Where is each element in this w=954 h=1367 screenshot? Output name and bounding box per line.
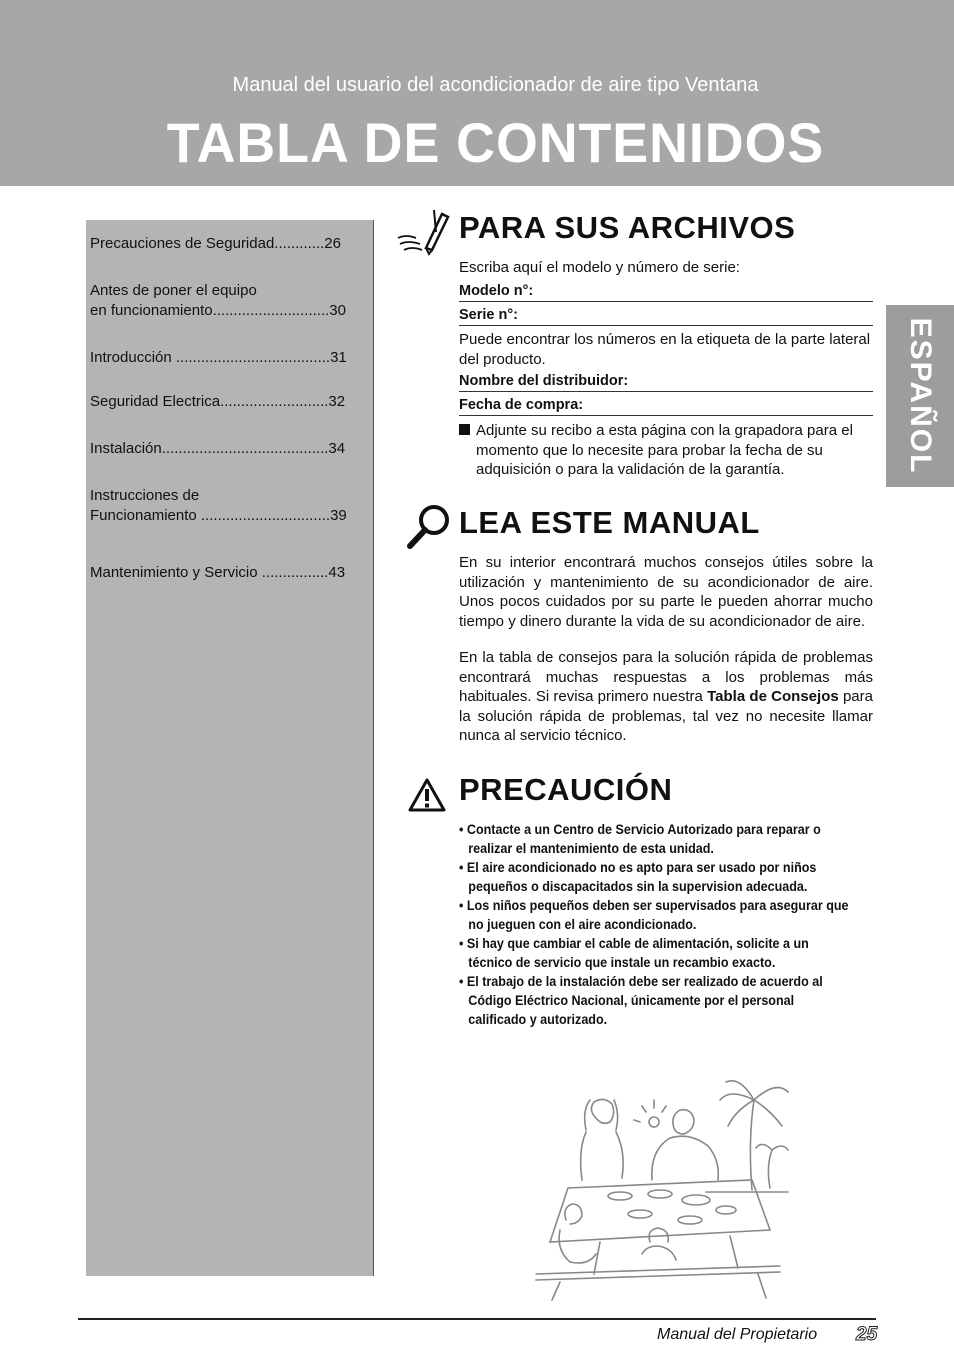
toc-item[interactable]: [90, 563, 366, 583]
manual-paragraph-1: En su interior encontrará muchos consejos útiles sobre la utilización y mantenimiento de su acondicionador de aire. Unos pocos cuidados por su parte le pueden ahorrar mucho tiempo y dinero durante la vida de su acondicionador de aire.: [459, 554, 873, 630]
toc-item[interactable]: [90, 392, 366, 412]
toc-line: Seguridad Electrica..........................32: [90, 393, 346, 410]
modelo-field[interactable]: Modelo n°:: [459, 283, 873, 302]
page-number: 25: [856, 1324, 878, 1345]
page-title: TABLA DE CONTENIDOS: [166, 111, 825, 174]
tabla-consejos-bold: Tabla de Consejos: [707, 688, 839, 705]
toc-item[interactable]: [90, 348, 366, 368]
square-bullet-icon: [459, 424, 470, 435]
footer-rule: [78, 1318, 876, 1320]
caution-item: • Si hay que cambiar el cable de alimentación, solicite a un técnico de servicio que instale un recambio exacto.: [459, 936, 809, 970]
toc-line: Antes de poner el equipo: [90, 282, 257, 299]
caution-item: • El trabajo de la instalación debe ser realizado de acuerdo al Código Eléctrico Nacional, únicamente por el personal calificado y autorizado.: [459, 974, 823, 1027]
archivos-title: PARA SUS ARCHIVOS: [459, 210, 796, 245]
toc-item[interactable]: [90, 234, 366, 254]
language-tab-label: ESPAÑOL: [904, 317, 937, 475]
distribuidor-field[interactable]: Nombre del distribuidor:: [459, 373, 873, 392]
archivos-note: Puede encontrar los números en la etiqueta de la parte lateral del producto.: [459, 331, 871, 368]
toc-item[interactable]: [90, 439, 366, 459]
pen-icon: [396, 208, 452, 256]
caution-list: [459, 820, 850, 1029]
toc-sidebar: [86, 220, 374, 1276]
toc-line: en funcionamiento............................30: [90, 301, 346, 319]
manual-title: LEA ESTE MANUAL: [459, 505, 760, 540]
precaucion-title: PRECAUCIÓN: [459, 772, 673, 807]
toc-line: Instalación........................................34: [90, 440, 346, 457]
attach-note: [459, 421, 873, 480]
fecha-field[interactable]: Fecha de compra:: [459, 397, 873, 416]
warning-icon: [408, 778, 446, 812]
caution-item: • El aire acondicionado no es apto para ser usado por niños pequeños o discapacitados sin la supervision adecuada.: [459, 860, 817, 894]
toc-line: Funcionamiento ...............................39: [90, 506, 347, 524]
toc-item[interactable]: [90, 486, 366, 525]
manual-paragraph-2: En la tabla de consejos para la solución rápida de problemas encontrará muchas respuestas a los problemas más habituales. Si revisa primero nuestra Tabla de Consejos para la solución rápida de problemas, tal vez no necesite llamar nunca al servicio técnico.: [459, 649, 873, 744]
attach-text: Adjunte su recibo a esta página con la grapadora para el momento que lo necesite para probar la fecha de su adquisición o para la validación de la garantía.: [476, 422, 853, 478]
archivos-intro: Escriba aquí el modelo y número de serie:: [459, 259, 740, 276]
toc-line: Instrucciones de: [90, 487, 200, 504]
footer-label: Manual del Propietario: [657, 1326, 818, 1343]
toc-item[interactable]: [90, 281, 366, 320]
serie-field[interactable]: Serie n°:: [459, 307, 873, 326]
caution-item: • Contacte a un Centro de Servicio Autorizado para reparar o realizar el mantenimiento de esta unidad.: [459, 822, 821, 856]
caution-item: • Los niños pequeños deben ser supervisados para asegurar que no jueguen con el aire acondicionado.: [459, 898, 849, 932]
header-band: [0, 0, 954, 186]
header-subtitle: Manual del usuario del acondicionador de aire tipo Ventana: [232, 74, 759, 96]
magnifier-icon: [404, 502, 452, 550]
toc-line: Mantenimiento y Servicio ................43: [90, 564, 346, 581]
toc-line: Introducción .....................................31: [90, 349, 347, 366]
language-tab[interactable]: [886, 305, 954, 487]
picnic-illustration: [530, 1070, 790, 1302]
toc-line: Precauciones de Seguridad............26: [90, 235, 341, 252]
